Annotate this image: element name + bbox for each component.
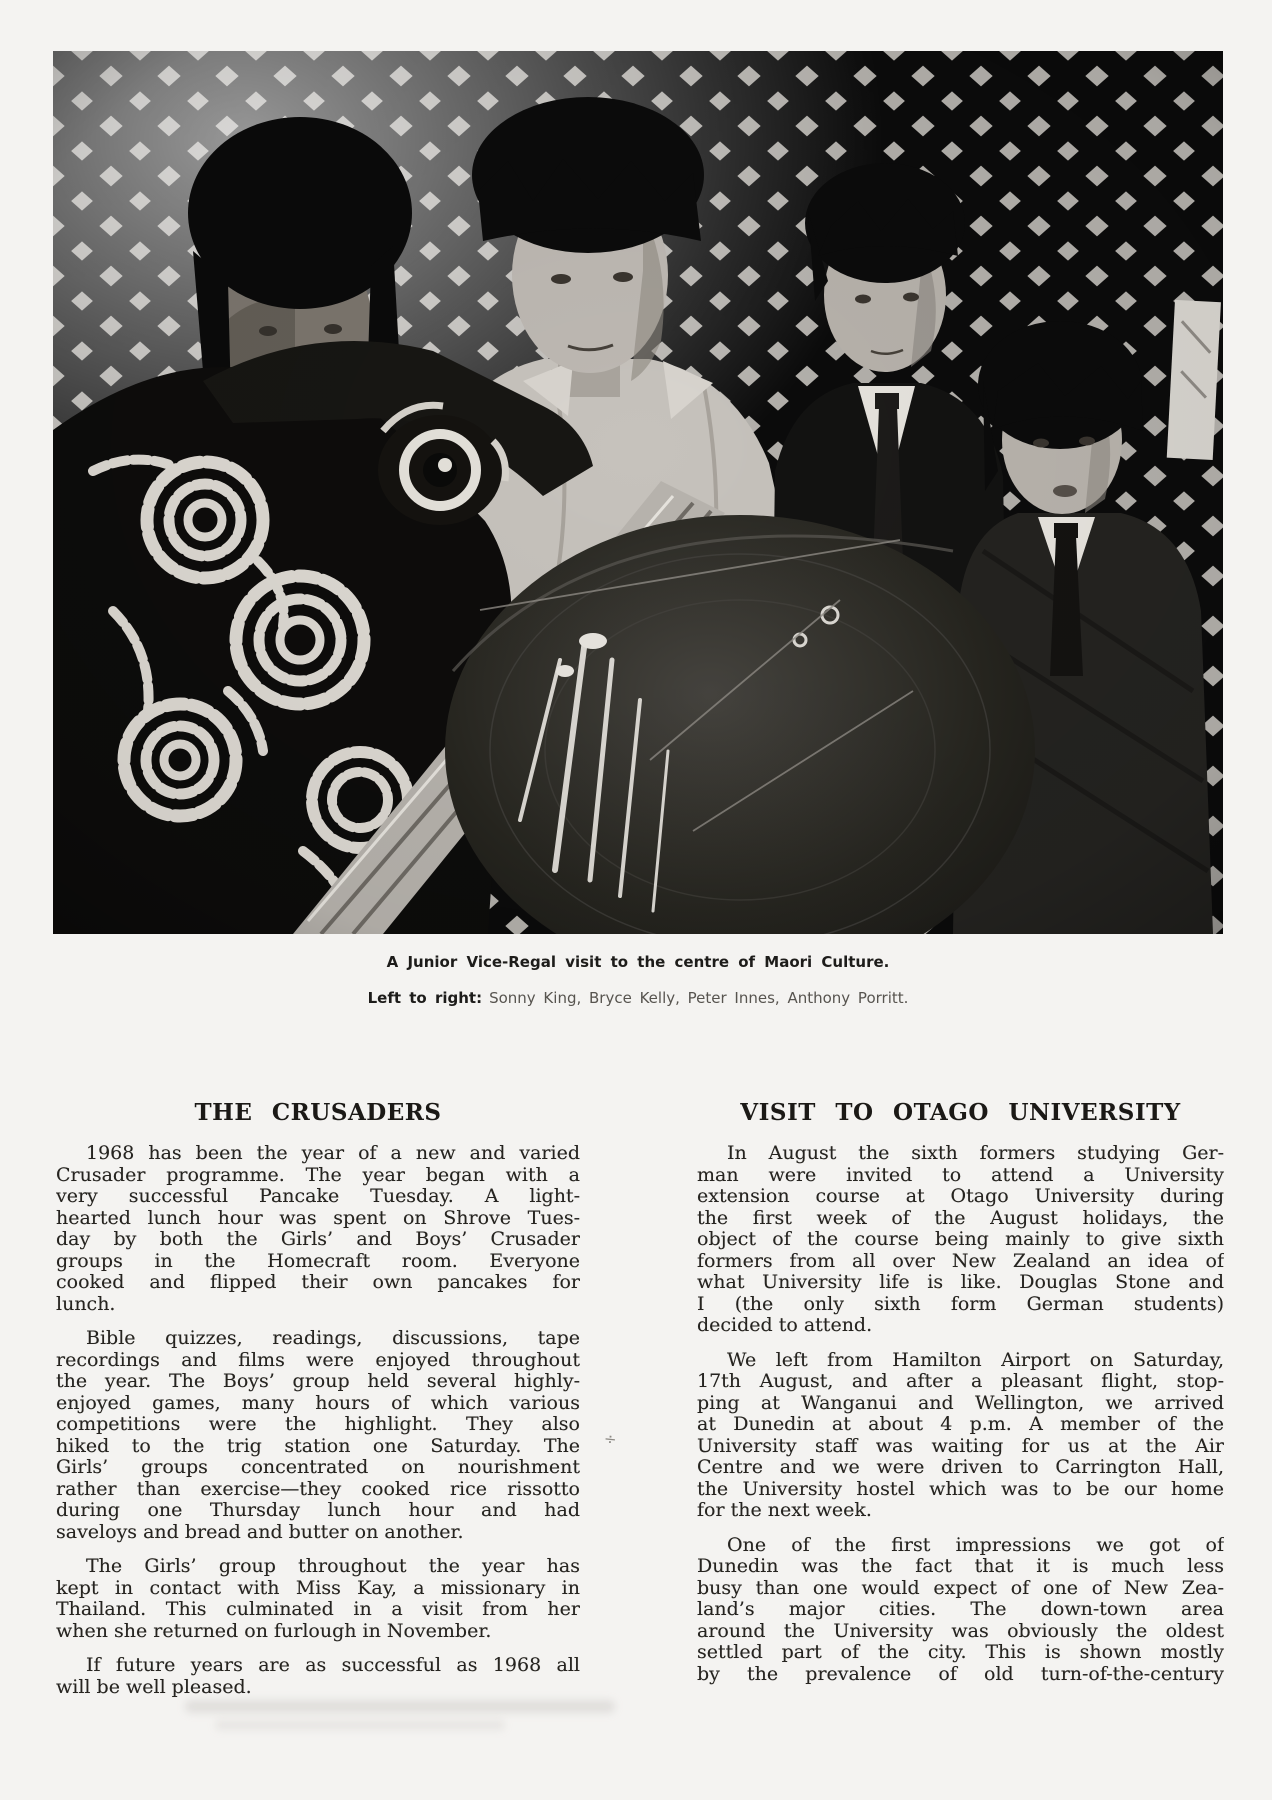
text-line: cooked and flipped their own pancakes for [56,1272,580,1293]
text-line: Dunedin was the fact that it is much less [697,1556,1224,1577]
text-line: 1968 has been the year of a new and varied [86,1143,580,1164]
text-line: will be well pleased. [56,1676,252,1698]
text-line: by the prevalence of old turn-of-the-century [697,1663,1224,1685]
text-line: the University hostel which was to be our home [697,1478,1224,1500]
text-line: lunch. [56,1293,116,1315]
text-line: extension course at Otago University during [697,1186,1224,1207]
text-line: what University life is like. Douglas Stone and [697,1272,1224,1293]
text-line: day by both the Girls’ and Boys’ Crusader [56,1229,580,1250]
text-line: If future years are as successful as 1968 all [86,1655,580,1676]
text-line: at Dunedin at about 4 p.m. A member of the [697,1414,1224,1435]
paragraph [56,1143,580,1315]
text-line: settled part of the city. This is shown mostly [697,1642,1224,1663]
paragraph [56,1328,580,1543]
text-line: Crusader programme. The year began with a [56,1164,580,1186]
text-line: around the University was obviously the oldest [697,1620,1224,1642]
photo-caption-names [53,989,1223,1007]
photo-vignette [53,51,1223,934]
text-line: Centre and we were driven to Carrington Hall, [697,1457,1224,1478]
text-line: Thailand. This culminated in a visit from her [56,1599,580,1620]
scan-smudge [185,1700,615,1713]
text-line: hiked to the trig station one Saturday. The [56,1435,580,1457]
text-line: during one Thursday lunch hour and had [56,1500,580,1521]
paragraph [56,1556,580,1642]
text-line: kept in contact with Miss Kay, a missionary in [56,1577,580,1599]
text-line: recordings and films were enjoyed throughout [56,1349,580,1371]
article-body [56,1143,580,1698]
text-line: enjoyed games, many hours of which various [56,1392,580,1414]
article-visit-otago-university [697,1100,1224,1685]
text-line: hearted lunch hour was spent on Shrove Tues- [56,1207,580,1229]
text-line: University staff was waiting for us at the Air [697,1435,1224,1457]
paragraph [56,1655,580,1698]
text-line: I (the only sixth form German students) [697,1293,1224,1315]
text-line: object of the course being mainly to give sixth [697,1229,1224,1250]
article-title: VISIT TO OTAGO UNIVERSITY [740,1099,1181,1126]
text-line: Bible quizzes, readings, discussions, tape [86,1328,580,1349]
text-line: competitions were the highlight. They also [56,1414,580,1435]
text-line: In August the sixth formers studying Ger- [727,1143,1224,1164]
paragraph [697,1350,1224,1522]
text-line: busy than one would expect of one of New Zea- [697,1577,1224,1599]
text-line: groups in the Homecraft room. Everyone [56,1250,580,1272]
paragraph [697,1143,1224,1337]
article-title: THE CRUSADERS [194,1099,442,1126]
photograph [53,51,1223,934]
scan-smudge [215,1720,505,1730]
text-line: Girls’ groups concentrated on nourishment [56,1457,580,1478]
text-line: decided to attend. [697,1315,873,1336]
caption-left-to-right-label: Left to right: [367,989,483,1007]
article-the-crusaders [56,1100,580,1698]
text-line: for the next week. [697,1500,872,1521]
text-line: formers from all over New Zealand an idea of [697,1250,1224,1272]
text-line: man were invited to attend a University [697,1164,1224,1186]
paragraph [697,1535,1224,1686]
print-artifact: ÷ [603,1429,618,1449]
text-line: the year. The Boys’ group held several highly- [56,1371,580,1392]
photo-caption: A Junior Vice-Regal visit to the centre of Maori Culture. [386,953,890,971]
text-line: We left from Hamilton Airport on Saturday, [727,1349,1224,1371]
text-line: The Girls’ group throughout the year has [86,1556,580,1577]
photo-illustration [53,51,1223,934]
text-line: when she returned on furlough in November. [56,1620,492,1642]
text-line: saveloys and bread and butter on another. [56,1521,464,1543]
article-body [697,1143,1224,1685]
text-line: ping at Wanganui and Wellington, we arrived [697,1392,1224,1414]
text-line: One of the first impressions we got of [727,1534,1224,1556]
text-line: very successful Pancake Tuesday. A light- [56,1186,580,1207]
text-line: land’s major cities. The down-town area [697,1599,1224,1620]
caption-names: Sonny King, Bryce Kelly, Peter Innes, Anthony Porritt. [489,989,909,1007]
text-line: the first week of the August holidays, the [697,1207,1224,1229]
text-line: rather than exercise—they cooked rice rissotto [56,1478,580,1500]
text-line: 17th August, and after a pleasant flight, stop- [697,1371,1224,1392]
